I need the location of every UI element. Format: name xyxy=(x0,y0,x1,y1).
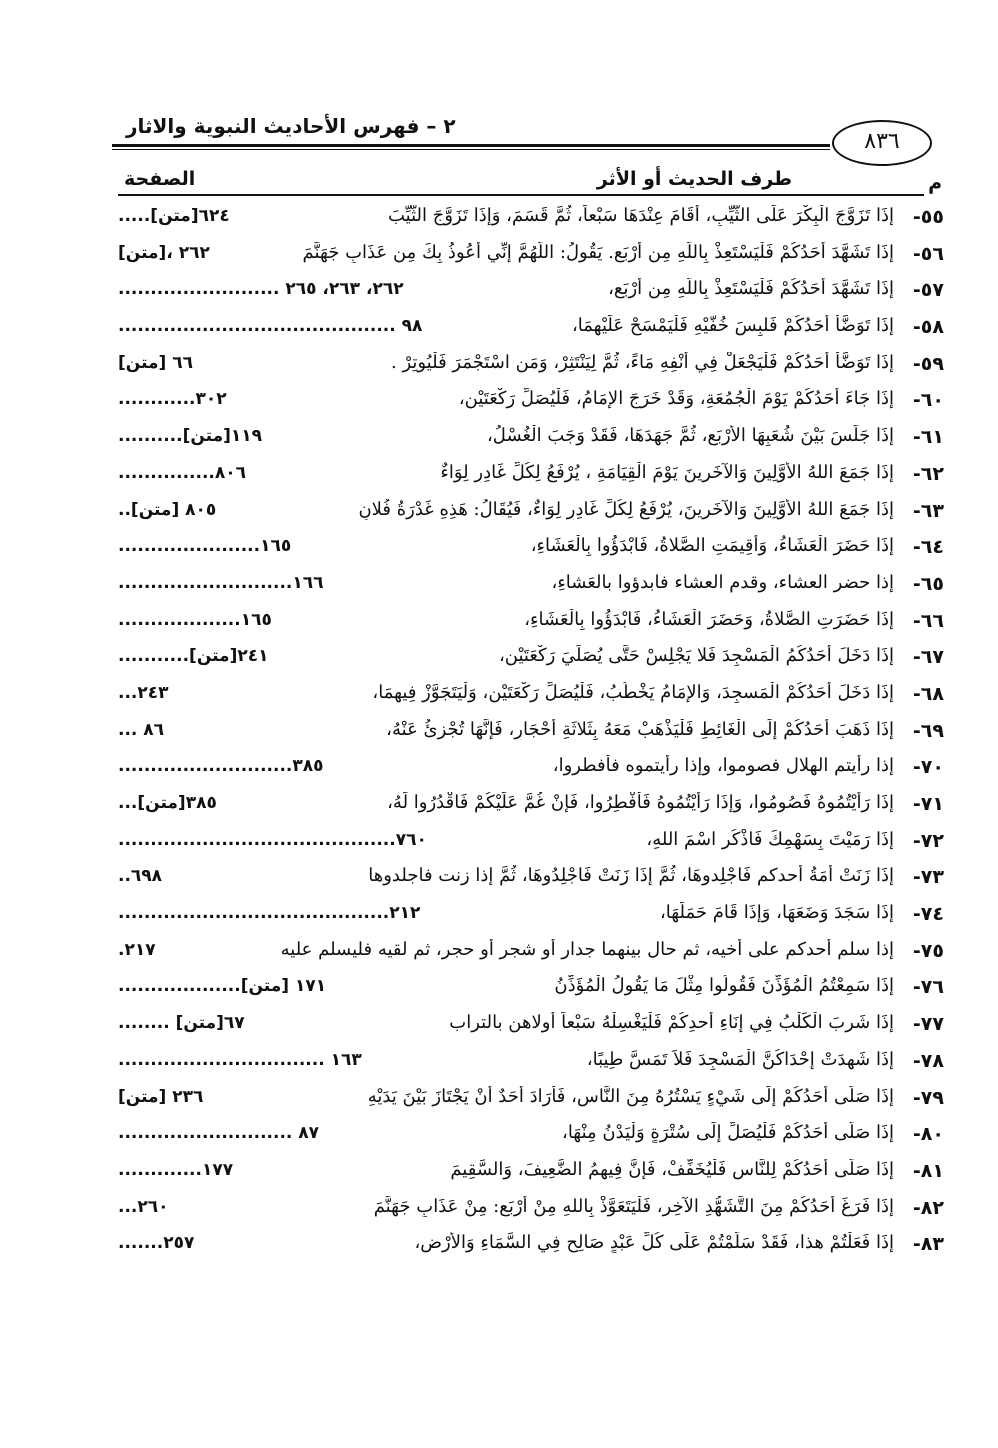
entry-page-ref: ................................ ١٦٣ xyxy=(118,1049,362,1070)
index-entry xyxy=(118,312,944,349)
entry-text: إِذَا ذَهَبَ أَحَدُكُمْ إِلَى الْغَائِطِ فَلْيَذْهَبْ مَعَهُ بِثَلاثَةِ أَحْجَارٍ، فَإِنَّهَا تُجْزِئُ عَنْهُ، xyxy=(386,718,894,740)
entry-text: إِذَا تَوَضَّأَ أَحَدُكُمْ فَلبِسَ خُفَّيْهِ فَلْيَمْسَحْ عَلَيْهِمَا، xyxy=(571,315,894,337)
column-header-number: م xyxy=(928,172,942,194)
entry-text: إِذَا زَنَتْ أَمَةُ أحدكم فَاجْلِدوهَا، ثُمَّ إِذَا زَنَتْ فَاجْلِدُوهَا، ثُمَّ إذا زنت فاجلدوها xyxy=(368,865,894,887)
entry-number: ٥٥- xyxy=(912,206,944,228)
entry-number: ٥٦- xyxy=(912,242,944,265)
index-entry xyxy=(118,716,944,753)
index-entry xyxy=(118,1156,944,1193)
entry-text: إِذَا رَمَيْتَ بِسَهْمِكَ فَاذْكُرِ اسْمَ اللهِ، xyxy=(646,828,894,850)
entry-text: إِذَا حَضَرَتِ الصَّلاةُ، وَحَضَرَ الْعَشَاءُ، فَابْدَؤُوا بِالْعَشَاءِ، xyxy=(524,608,894,630)
entry-number: ٦٩- xyxy=(912,719,944,742)
header-rule xyxy=(112,144,830,150)
entry-number: ٦٧- xyxy=(912,646,944,669)
entry-page-ref: ............٣٠٢ xyxy=(118,389,227,410)
entry-number: ٦٨- xyxy=(912,682,944,705)
entry-page-ref: ...................١٦٥ xyxy=(118,609,272,630)
entry-page-ref: .٢١٧ xyxy=(118,939,156,960)
index-entry xyxy=(118,679,944,716)
entry-page-ref: ......................... ٢٦٢، ٢٦٣، ٢٦٥ xyxy=(118,279,404,300)
index-entry xyxy=(118,349,944,386)
page-number: ٨٣٦ xyxy=(832,120,932,166)
entry-text: إذا حضر العشاء، وقدم العشاء فابدؤوا بالعَشاءِ، xyxy=(551,571,894,593)
entry-text: إِذَا سَمِعْتُمُ الْمُؤَذِّنَ فَقُولُوا مِثْلَ مَا يَقُولُ الْمُؤَذِّنُ xyxy=(554,975,894,997)
entry-page-ref: ...........................................٧٦٠ xyxy=(118,829,427,850)
entry-text: إِذَا رَأَيْتُمُوهُ فَصُومُوا، وَإِذَا رَأَيْتُمُوهُ فَأَفْطِرُوا، فَإِنْ غُمَّ عَلَيْكُمْ فَاقْدُرُوا لَهُ، xyxy=(387,792,894,813)
entry-page-ref: ......................١٦٥ xyxy=(118,536,292,557)
index-entry xyxy=(118,936,944,973)
index-entry xyxy=(118,642,944,679)
index-entry xyxy=(118,496,944,533)
index-entry xyxy=(118,275,944,312)
entry-number: ٦٠- xyxy=(912,389,944,412)
entry-number: ٦١- xyxy=(912,426,944,449)
entry-number: ٥٧- xyxy=(912,279,944,302)
index-entry xyxy=(118,1193,944,1230)
entry-text: إِذَا فَرَغَ أَحَدُكُمْ مِنَ التَّشَهُّدِ الآخِرِ، فَلْيَتَعَوَّذْ بِاللهِ مِنْ أَرْبَعٍ: مِنْ عَذَابِ جَهَنَّمَ xyxy=(373,1195,894,1217)
index-entry xyxy=(118,422,944,459)
entry-text: إِذَا تَشَهَّدَ أَحَدُكُمْ فَلْيَسْتَعِذْ بِاللَّهِ مِن أَرْبَع، xyxy=(608,278,894,300)
index-entry xyxy=(118,1229,944,1266)
index-entry xyxy=(118,532,944,569)
entry-number: ٥٨- xyxy=(912,316,944,339)
entry-number: ٨٠- xyxy=(912,1123,944,1146)
entry-page-ref: ..[متن] ٨٠٥ xyxy=(118,499,217,520)
index-entry xyxy=(118,1119,944,1156)
entry-page-ref: ..........................................٢١٢ xyxy=(118,903,421,924)
index-entry xyxy=(118,569,944,606)
entry-number: ٧٦- xyxy=(912,976,944,999)
entry-text: إِذَا جَاءَ أَحَدُكُمْ يَوْمَ الْجُمُعَةِ، وَقَدْ خَرَجَ الإِمَامُ، فَلْيُصَلِّ رَكْعَتَيْنِ، xyxy=(458,388,894,410)
entry-text: إِذَا فَعَلْتُمْ هذا، فَقَدْ سَلَّمْتُمْ عَلَى كُلِّ عَبْدٍ صَالِحٍ فِي السَّمَاءِ وَالأَرْضِ، xyxy=(414,1232,894,1254)
entry-number: ٧٢- xyxy=(912,829,944,852)
entry-number: ٧٩- xyxy=(912,1086,944,1109)
entry-number: ٦٢- xyxy=(912,462,944,485)
entry-page-ref: ........................... ٨٧ xyxy=(118,1123,320,1144)
entry-text: إذا سلم أحدكم على أخيه، ثم حال بينهما جدار أو شجر أو حجر، ثم لقيه فليسلم عليه xyxy=(280,938,894,960)
entry-page-ref: .......٢٥٧ xyxy=(118,1233,195,1254)
index-entry xyxy=(118,972,944,1009)
entry-text: إِذَا جَمَعَ اللهُ الأَوَّلِينَ وَالآخَرِينَ، يُرْفَعُ لِكُلِّ غَادِرٍ لِوَاءٌ، فَيُقَالُ: هَذِهِ غَدْرَةُ فُلانٍ xyxy=(358,498,894,520)
entry-number: ٨٣- xyxy=(912,1233,944,1256)
entry-number: ٨٢- xyxy=(912,1196,944,1219)
entry-number: ٧٤- xyxy=(912,903,944,926)
entry-page-ref: .............١٧٧ xyxy=(118,1159,234,1180)
entry-page-ref: ... ٨٦ xyxy=(118,719,165,740)
entry-number: ٧٨- xyxy=(912,1049,944,1072)
entry-text: إِذَا سَجَدَ وَضَعَهَا، وَإِذَا قَامَ حَمَلَهَا، xyxy=(659,902,894,924)
entry-text: إِذَا دَخَلَ أَحَدُكُمْ الْمَسجِدَ، وَالإِمَامُ يَخْطُبُ، فَلْيُصَلِّ رَكْعَتَيْنِ، وَلْيَتَجَوَّزْ فِيهِمَا، xyxy=(372,681,894,703)
entry-page-ref: ..٦٩٨ xyxy=(118,866,163,887)
entry-number: ٦٥- xyxy=(912,572,944,595)
entry-number: ٧٣- xyxy=(912,866,944,889)
entry-number: ٧٥- xyxy=(912,939,944,962)
entry-number: ٨١- xyxy=(912,1159,944,1182)
entry-page-ref: [متن]، ٢٦٢ xyxy=(118,242,210,263)
entry-page-ref: ...........................٣٨٥ xyxy=(118,756,324,777)
entry-text: إِذَا تَوَضَّأَ أَحَدُكُمْ فَلْيَجْعَلْ فِي أَنْفِهِ مَاءً، ثُمَّ لِيَنْتَثِرْ، وَمَنِ اسْتَجْمَرَ فَلْيُوتِرْ . xyxy=(391,351,894,373)
index-entry xyxy=(118,1083,944,1120)
section-title: ٢ – فهرس الأحاديث النبوية والاثار xyxy=(126,114,456,138)
entry-number: ٥٩- xyxy=(912,352,944,375)
entry-text: إِذَا تَشَهَّدَ أَحَدُكُمْ فَلْيَسْتَعِذْ بِاللَّهِ مِن أَرْبَع. يَقُولُ: اللَّهُمَّ إِنِّي أَعُوذُ بِكَ مِن عَذَابِ جَهَنَّمَ xyxy=(302,241,894,263)
entry-text: إِذَا صَلَّى أَحَدُكُمْ لِلنَّاسِ فَلْيُخَفِّفْ، فَإِنَّ فِيهِمُ الضَّعِيفَ، وَالسَّقِيمَ xyxy=(450,1158,894,1180)
entry-text: إِذَا دَخَلَ أَحَدُكُمُ الْمَسْجِدَ فَلا يَجْلِسْ حَتَّى يُصَلِّيَ رَكْعَتَيْنِ، xyxy=(498,645,894,667)
entry-page-ref: [متن] ٦٦ xyxy=(118,352,194,373)
entry-page-ref: ...............٨٠٦ xyxy=(118,462,247,483)
entry-page-ref: ...........................١٦٦ xyxy=(118,572,324,593)
column-header-page: الصفحة xyxy=(124,168,196,190)
entry-page-ref: ..........[متن]١١٩ xyxy=(118,426,263,447)
entry-number: ٦٣- xyxy=(912,499,944,522)
index-entry xyxy=(118,899,944,936)
entry-number: ٧٧- xyxy=(912,1013,944,1036)
column-headers xyxy=(118,166,942,196)
entry-text: إذا رأيتم الهلال فصوموا، وإذا رأيتموه فأفطروا، xyxy=(552,755,894,777)
entry-page-ref: .....[متن]٦٢٤ xyxy=(118,206,230,226)
entry-text: إِذَا صَلَّى أَحَدُكُمْ فَلْيُصَلِّ إِلَى سُتْرَةٍ وَلْيَدْنُ مِنْهَا، xyxy=(562,1122,894,1144)
entry-text: إِذَا جَلَسَ بَيْنَ شُعَبِهَا الأَرْبَعِ، ثُمَّ جَهَدَهَا، فَقَدْ وَجَبَ الْغُسْلُ، xyxy=(487,425,894,447)
entry-number: ٧٠- xyxy=(912,756,944,779)
index-entry xyxy=(118,752,944,789)
index-entry xyxy=(118,459,944,496)
index-entry xyxy=(118,385,944,422)
entry-text: إِذَا جَمَعَ اللهُ الأَوَّلِينَ وَالآخَرِينَ يَوْمَ الْقِيَامَةِ ، يُرْفَعُ لِكُلِّ غَادِرٍ لِوَاءٌ xyxy=(440,461,894,483)
entry-page-ref: ...[متن]٣٨٥ xyxy=(118,793,217,813)
hadith-index-list xyxy=(118,202,944,1266)
entry-number: ٧١- xyxy=(912,793,944,815)
entry-page-ref: [متن] ٢٣٦ xyxy=(118,1086,204,1107)
running-header xyxy=(112,112,942,154)
entry-number: ٦٦- xyxy=(912,609,944,632)
index-entry xyxy=(118,202,944,239)
index-entry xyxy=(118,862,944,899)
index-entry xyxy=(118,606,944,643)
entry-page-ref: ........................................... ٩٨ xyxy=(118,316,423,337)
entry-page-ref: ...٢٤٣ xyxy=(118,682,169,703)
entry-text: إِذَا تَزَوَّجَ الْبِكْرَ عَلَى الثَّيِّبِ، أَقَامَ عِنْدَهَا سَبْعاً، ثُمَّ قَسَمَ، وَإِذَا تَزَوَّجَ الثَّيِّبَ xyxy=(387,205,894,226)
entry-number: ٦٤- xyxy=(912,536,944,559)
entry-text: إِذَا شَرِبَ الْكَلْبُ فِي إِنَاءِ أَحدِكُمْ فَلْيَغْسِلْهُ سَبْعاً أولاهن بالتراب xyxy=(449,1012,894,1034)
index-entry xyxy=(118,826,944,863)
entry-page-ref: ...٢٦٠ xyxy=(118,1196,169,1217)
column-header-text: طرف الحديث أو الأثر xyxy=(596,168,792,190)
index-entry xyxy=(118,1046,944,1083)
entry-page-ref: ........ [متن]٦٧ xyxy=(118,1013,245,1034)
index-entry xyxy=(118,239,944,276)
entry-page-ref: ...................[متن] ١٧١ xyxy=(118,976,327,997)
column-header-rule xyxy=(118,194,924,196)
index-entry xyxy=(118,1009,944,1046)
entry-text: إِذَا حَضَرَ الْعَشَاءُ، وَأُقِيمَتِ الصَّلاةُ، فَابْدَؤُوا بِالْعَشَاءِ، xyxy=(530,535,894,557)
entry-text: إِذَا شَهِدَتْ إِحْدَاكُنَّ الْمَسْجِدَ فَلاَ تَمَسَّ طِيبًا، xyxy=(586,1048,894,1070)
index-entry xyxy=(118,789,944,826)
entry-text: إِذَا صَلَّى أَحَدُكُمْ إِلَى شَيْءٍ يَسْتُرُهُ مِنَ النَّاسِ، فَأَرَادَ أَحَدٌ أَنْ يَجْتَازَ بَيْنَ يَدَيْهِ xyxy=(367,1085,894,1107)
entry-page-ref: ...........[متن]٢٤١ xyxy=(118,646,269,667)
